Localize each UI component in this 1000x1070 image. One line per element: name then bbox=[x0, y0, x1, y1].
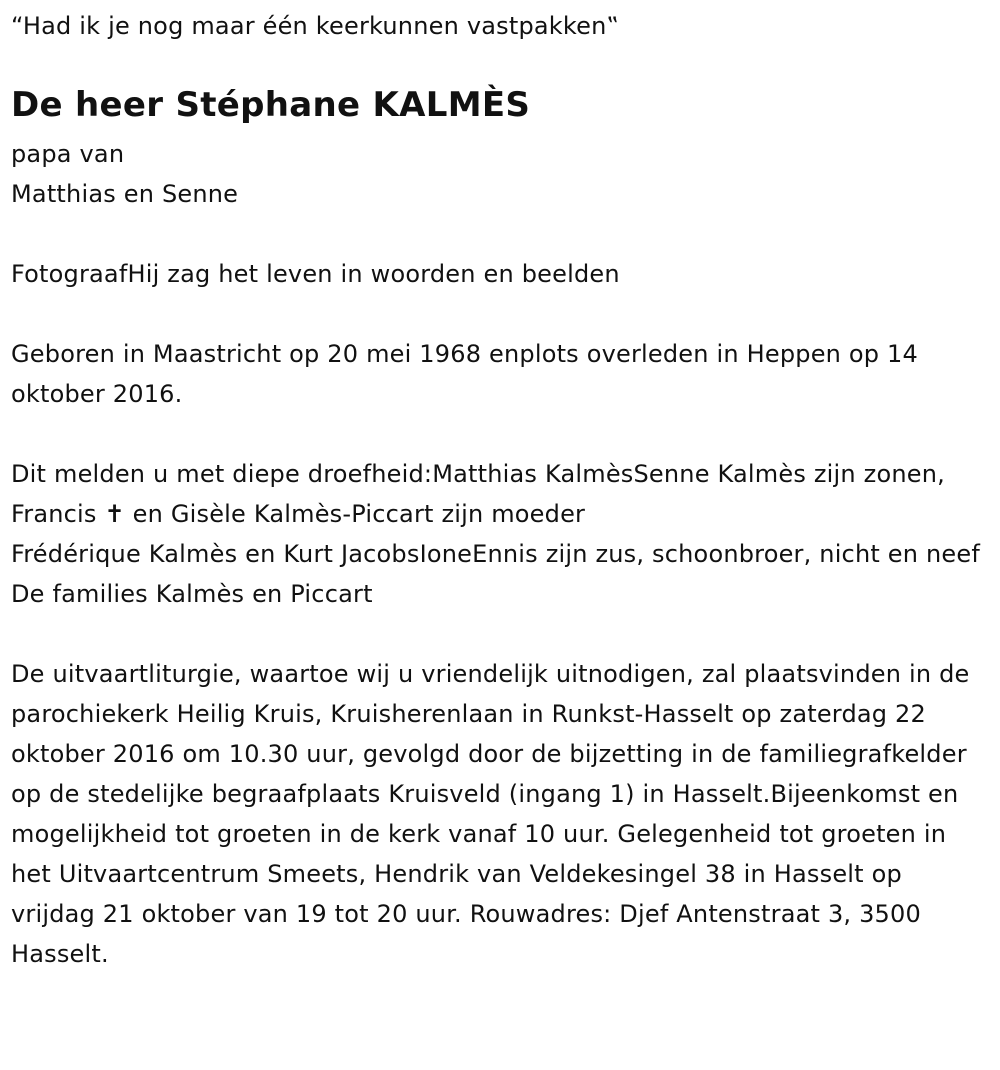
spacer bbox=[11, 414, 986, 454]
family-names: De families Kalmès en Piccart bbox=[11, 580, 373, 608]
family-sister: Frédérique Kalmès en Kurt JacobsIoneEnnis zijn zus, schoonbroer, nicht en neef bbox=[11, 540, 981, 568]
profession-line: FotograafHij zag het leven in woorden en beelden bbox=[11, 260, 620, 288]
funeral-details: De uitvaartliturgie, waartoe wij u vriendelijk uitnodigen, zal plaatsvinden in de parochiekerk Heilig Kruis, Kruisherenlaan in Runkst-Hasselt op zaterdag 22 oktober 2016 om 10.30 uur, gevolgd door de bijzetting in de familiegrafkelder op de stedelijke begraafplaats Kruisveld (ingang 1) in Hasselt.Bijeenkomst en mogelijkheid tot groeten in de kerk vanaf 10 uur. Gelegenheid tot groeten in het Uitvaartcentrum Smeets, Hendrik van Veldekesingel 38 in Hasselt op vrijdag 21 oktober van 19 tot 20 uur. Rouwadres: Djef Antenstraat 3, 3500 Hasselt. bbox=[11, 660, 970, 968]
spacer bbox=[11, 214, 986, 254]
family-intro: Dit melden u met diepe droefheid:Matthias KalmèsSenne Kalmès zijn zonen, bbox=[11, 460, 945, 488]
death-notice bbox=[11, 8, 986, 974]
mother-line: en Gisèle Kalmès-Piccart zijn moeder bbox=[132, 500, 586, 528]
relation-line: papa van bbox=[11, 140, 125, 168]
family-parents bbox=[11, 494, 986, 534]
spacer bbox=[11, 294, 986, 334]
birth-death-line: Geboren in Maastricht op 20 mei 1968 enplots overleden in Heppen op 14 oktober 2016. bbox=[11, 340, 918, 408]
deceased-name: De heer Stéphane KALMÈS bbox=[11, 85, 531, 125]
opening-quote: “Had ik je nog maar één keerkunnen vastpakken‟ bbox=[11, 12, 620, 40]
children-names: Matthias en Senne bbox=[11, 180, 239, 208]
cross-icon: ✝ bbox=[104, 500, 125, 528]
spacer bbox=[11, 614, 986, 654]
father-name: Francis bbox=[11, 500, 97, 528]
